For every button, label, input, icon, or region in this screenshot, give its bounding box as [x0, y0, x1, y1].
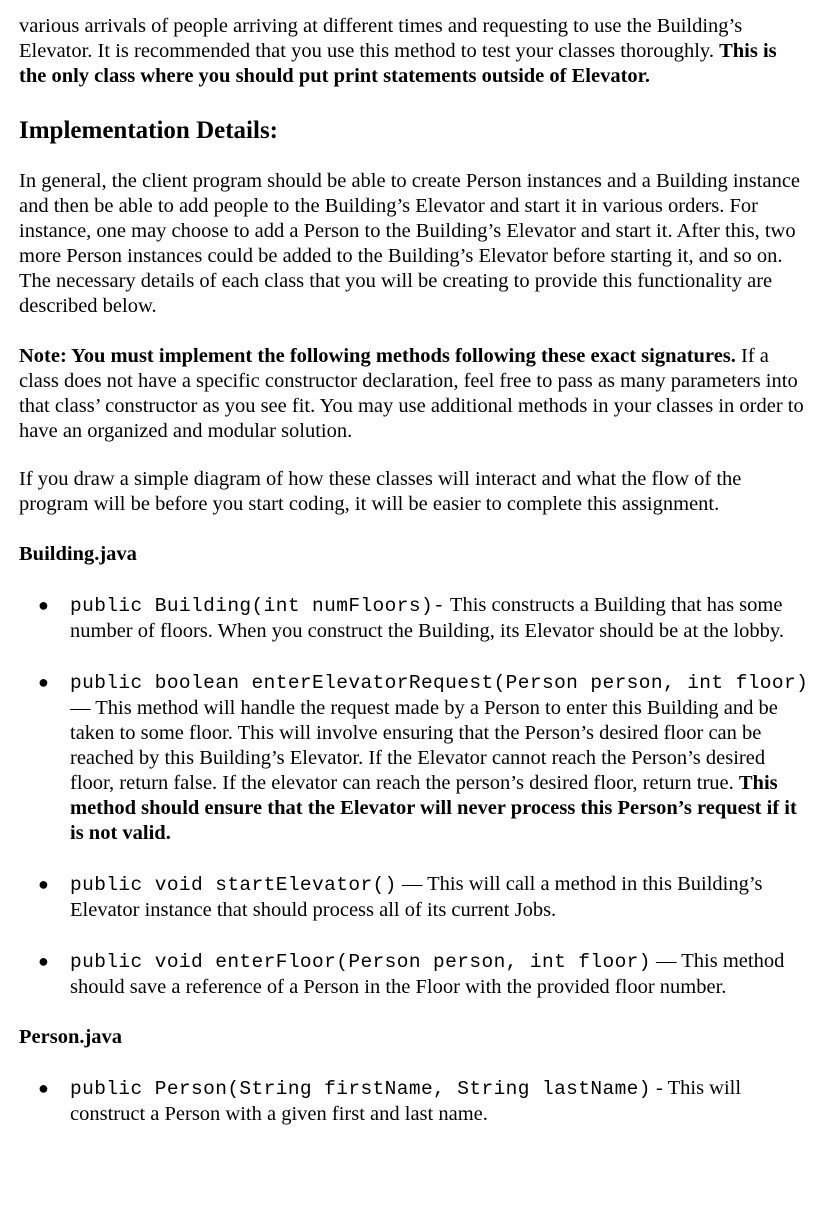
method-bold-note: This method should ensure that the Elevator will never process this Person’s request if it is not valid.	[70, 772, 797, 844]
intro-text: various arrivals of people arriving at different times and requesting to use the Building’s Elevator. It is recommended that you use this method to test your classes thoroughly.	[19, 15, 743, 62]
note-paragraph	[19, 344, 809, 444]
method-signature: public boolean enterElevatorRequest(Person person, int floor)	[70, 672, 809, 694]
method-description: - This will construct a Person with a given first and last name.	[70, 1077, 742, 1125]
list-item	[19, 670, 809, 846]
bullet-icon: ●	[38, 874, 49, 894]
method-signature: public void startElevator()	[70, 874, 397, 896]
method-signature: public Person(String firstName, String lastName)	[70, 1078, 651, 1100]
list-item	[19, 949, 809, 1000]
bullet-icon: ●	[38, 1078, 49, 1098]
bullet-icon: ●	[38, 595, 49, 615]
method-description: — This will call a method in this Building’s Elevator instance that should process all of its current Jobs.	[70, 873, 763, 921]
implementation-heading: Implementation Details:	[19, 117, 278, 144]
note-bold: Note: You must implement the following methods following these exact signatures.	[19, 345, 736, 367]
bullet-icon: ●	[38, 951, 49, 971]
building-section-title: Building.java	[19, 543, 137, 565]
method-description: — This method should save a reference of a Person in the Floor with the provided floor number.	[70, 950, 785, 998]
person-section-title: Person.java	[19, 1026, 123, 1048]
building-method-list	[19, 593, 809, 1000]
method-signature: public void enterFloor(Person person, int floor)	[70, 951, 651, 973]
method-signature: public Building(int numFloors)-	[70, 595, 446, 617]
method-description: — This method will handle the request made by a Person to enter this Building and be taken to some floor. This will involve ensuring that the Person’s desired floor can be reached by this Building’s Elevator. If the Elevator cannot reach the Person’s desired floor, return false. If the elevator can reach the person’s desired floor, return true.	[70, 697, 778, 794]
intro-bold-text: This is the only class where you should put print statements outside of Elevator.	[19, 40, 777, 87]
bullet-icon: ●	[38, 672, 49, 692]
list-item	[19, 593, 809, 644]
document-page	[19, 14, 809, 1127]
method-description: This constructs a Building that has some number of floors. When you construct the Building, its Elevator should be at the lobby.	[70, 594, 784, 642]
intro-paragraph	[19, 14, 809, 89]
person-method-list	[19, 1076, 809, 1127]
impl-paragraph-1: In general, the client program should be able to create Person instances and a Building instance and then be able to add people to the Building’s Elevator and start it in various orders. For instance, one may choose to add a Person to the Building’s Elevator and start it. After this, two more Person instances could be added to the Building’s Elevator before starting it, and so on. The necessary details of each class that you will be creating to provide this functionality are described below.	[19, 170, 801, 317]
list-item	[19, 1076, 809, 1127]
list-item	[19, 872, 809, 923]
impl-paragraph-3: If you draw a simple diagram of how these classes will interact and what the flow of the program will be before you start coding, it will be easier to complete this assignment.	[19, 468, 742, 515]
note-text: If a class does not have a specific constructor declaration, feel free to pass as many parameters into that class’ constructor as you see fit. You may use additional methods in your classes in order to have an organized and modular solution.	[19, 345, 804, 442]
